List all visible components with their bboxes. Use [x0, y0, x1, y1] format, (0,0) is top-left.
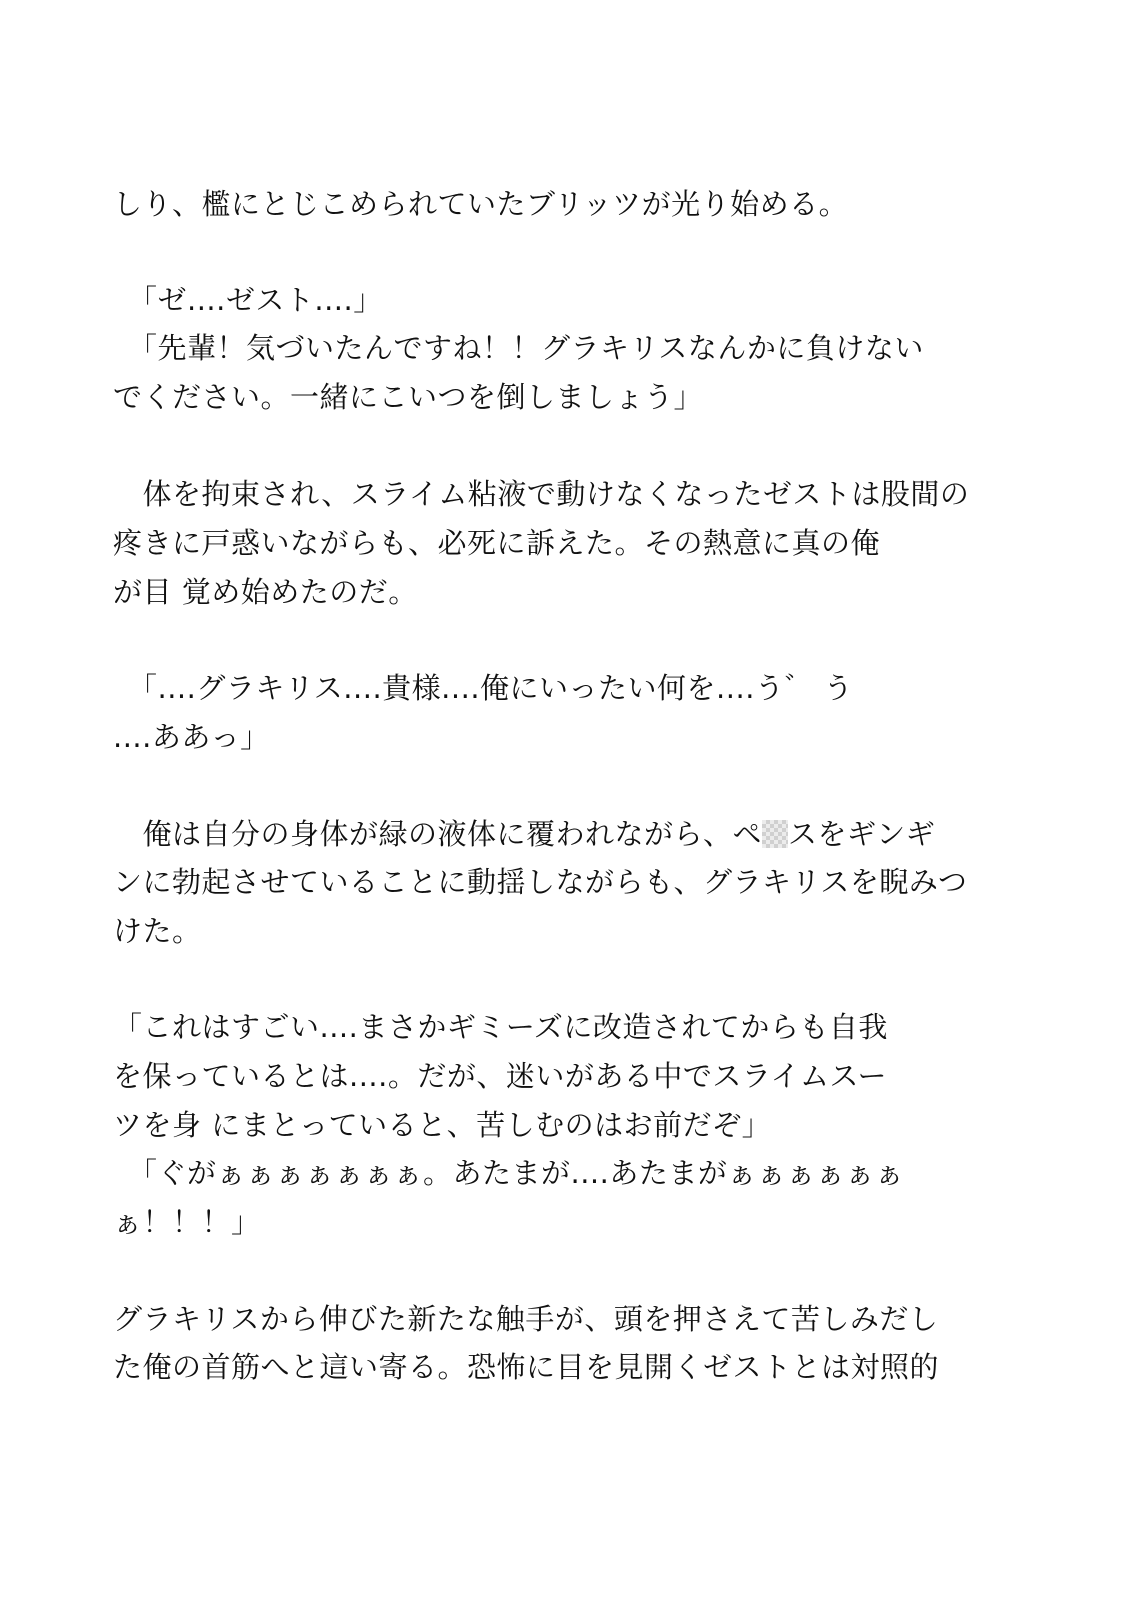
dialogue-line: ぁ！！！」 — [113, 1205, 261, 1239]
text-line: しり、檻にとじこめられていたブリッツが光り始める。 — [113, 187, 849, 221]
text-line: た俺の首筋へと這い寄る。恐怖に目を見開くゼストとは対照的 — [113, 1350, 940, 1384]
dialogue-line: ツを身 にまとっていると、苦しむのはお前だぞ」 — [113, 1108, 772, 1142]
text-line — [113, 814, 935, 854]
dialogue-line: ....ああっ」 — [113, 720, 270, 754]
dialogue-line: でください。一緒にこいつを倒しましょう」 — [113, 380, 704, 414]
dialogue-line: 「....グラキリス....貴様....俺にいったい何を....う゛ う — [113, 671, 854, 705]
text-segment: スをギンギ — [788, 817, 936, 851]
censor-mosaic — [762, 820, 788, 848]
text-line: 体を拘束され、スライム粘液で動けなくなったゼストは股間の — [113, 477, 970, 511]
text-line: 疼きに戸惑いながらも、必死に訴えた。その熱意に真の俺 — [113, 526, 881, 560]
dialogue-line: 「先輩！気づいたんですね！！グラキリスなんかに負けない — [113, 331, 924, 365]
text-line: が目 覚め始めたのだ。 — [113, 575, 418, 609]
dialogue-line: 「これはすごい....まさかギミーズに改造されてからも自我 — [113, 1010, 888, 1044]
dialogue-line: を保っているとは....。だが、迷いがある中でスライムスー — [113, 1059, 888, 1093]
text-line: けた。 — [113, 914, 202, 948]
text-line: ンに勃起させていることに動揺しながらも、グラキリスを睨みつ — [113, 865, 968, 899]
dialogue-line: 「ゼ....ゼスト....」 — [113, 283, 383, 317]
text-segment: 俺は自分の身体が緑の液体に覆われながら、ペ — [113, 817, 763, 851]
dialogue-line: 「ぐがぁぁぁぁぁぁぁ。あたまが....あたまがぁぁぁぁぁぁ — [113, 1156, 905, 1190]
text-line: グラキリスから伸びた新たな触手が、頭を押さえて苦しみだし — [113, 1302, 939, 1336]
